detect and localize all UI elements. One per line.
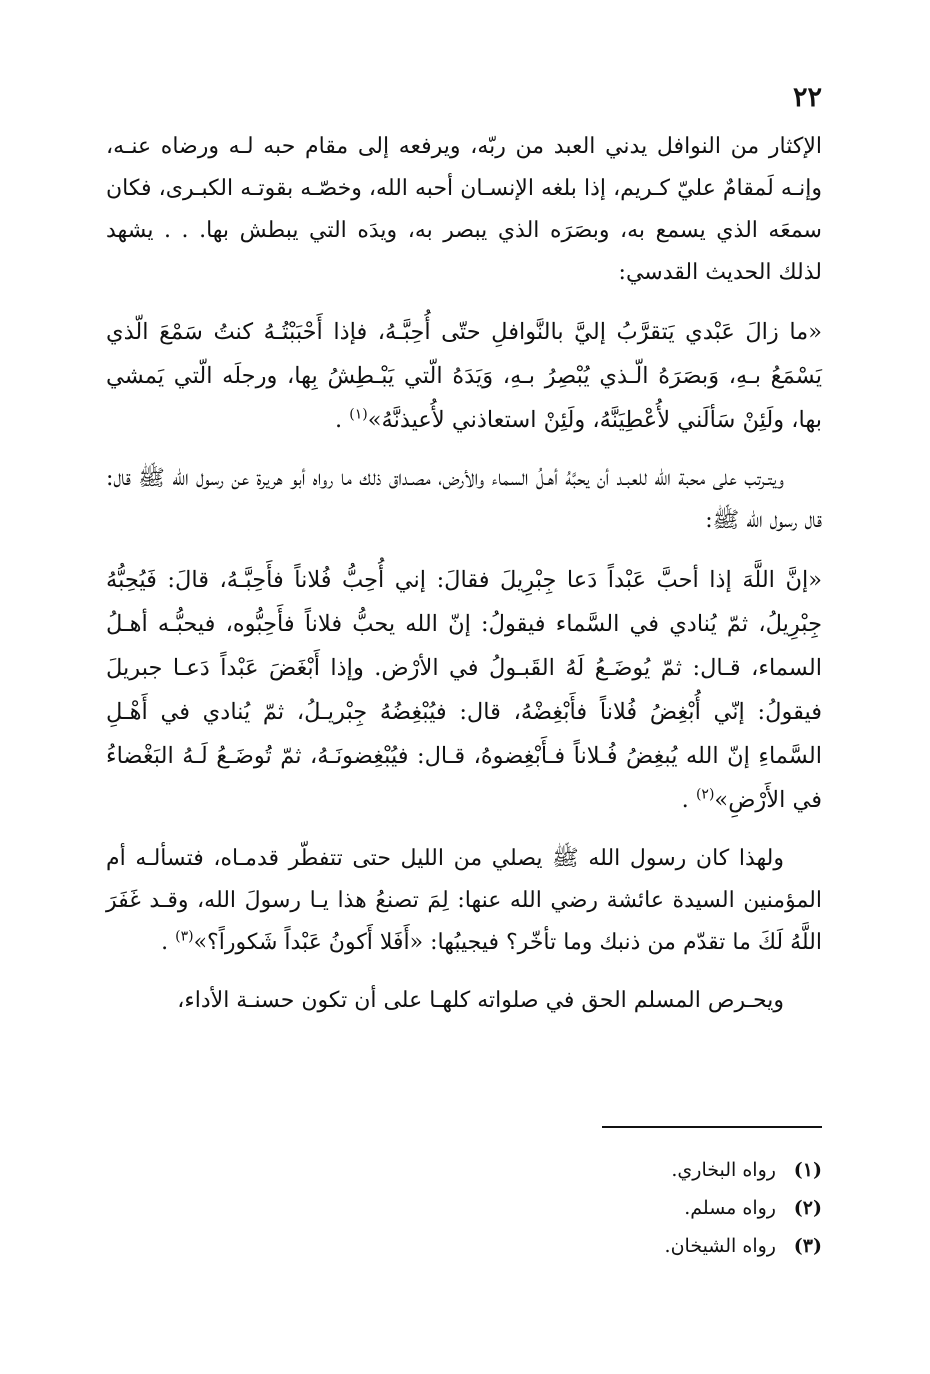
paragraph-text: ويتـرتب على محبة الله للعبـد أن يحبَّهُ أهـلُ السماء والأرض، مصـداق ذلك ما رواه أبو هريرة عن رسول الله ﷺ قال: قال رسول الله ﷺ: [106,466,822,533]
footnote-number: (١) [793,1159,822,1181]
footnote-ref-3[interactable]: (٣) [175,928,194,945]
body-text [106,126,822,1022]
paragraph-4 [106,980,822,1022]
footnote-ref-2[interactable]: (٢) [695,786,715,803]
page-number: ٢٢ [792,82,822,113]
footnote-text: رواه البخاري. [671,1159,776,1181]
paragraph-text: ويحـرص المسلم الحق في صلواته كلهـا على أن تكون حسنـة الأداء، [177,988,784,1013]
paragraph-tail: . [161,930,176,955]
quote-text: «إنَّ اللَّهَ إذا أحبَّ عَبْداً دَعا جِبْرِيلَ فقالَ: إني أُحِبُّ فُلاناً فأَحِبَّـهُ، قالَ: فَيُحِبُّهُ جِبْرِيلُ، ثمّ يُنادي في السَّماء فيقولُ: إنّ الله يحبُّ فلاناً فأَحِبُّوه، فيحبُّـه أهـلُ السماء، قـال: ثمّ يُوضَـعُ لَهُ القَبـولُ في الأرْض. وإذا أَبْغَضَ عَبْداً دَعـا جبريلَ فيقولُ: إنّي أُبْغِضُ فُلاناً فأَبْغِضْهُ، قال: فيُبْغِضُهُ جِبْريـلُ، ثمّ يُنادي في أَهْـلِ السَّماءِ إنّ الله يُبغِضُ فُـلاناً فـأَبْغِضوهُ، قـال: فيُبْغِضونَـهُ، ثمّ تُوضَـعُ لَـهُ البَغْضاءُ في الأَرْضِ» [106,567,822,813]
hadith-quote-1 [106,310,822,442]
footnote-item [106,1152,822,1188]
footnote-ref-1[interactable]: (١) [349,406,368,423]
footnote-number: (٢) [793,1197,822,1219]
footnotes-list [106,1152,822,1266]
footnote-item [106,1228,822,1264]
paragraph-text: الإكثار من النوافل يدني العبد من ربّه، ويرفعه إلى مقام حبه لـه ورضاه عنـه، وإنـه لَمقامٌ عليّ كـريم، إذا بلغه الإنسـان أحبه الله، وخصّـه بقوتـه الكبـرى، فكان سمعَه الذي يسمع به، وبصَرَه الذي يبصر به، ويدَه التي يبطش بها. . . يشهد لذلك الحديث القدسي: [106,134,822,285]
quote-tail: . [334,407,350,433]
paragraph-1 [106,126,822,294]
footnote-item [106,1190,822,1226]
paragraph-3 [106,838,822,964]
quote-text: «ما زالَ عَبْدي يَتقرَّبُ إليَّ بالنَّوافلِ حتّى أُحِبَّـهُ، فإذا أَحْبَبْتُـهُ كنتُ سَمْعَ الّذي يَسْمَعُ بـهِ، وَبصَرَهُ الّـذي يُبْصِرُ بـهِ، وَيَدَهُ الّتي يَبْـطِشُ بِها، ورجلَه الّتي يَمشي بها، ولَئِنْ سَألَني لأُعْطِيَنَّهُ، ولَئِنْ استعاذني لأُعيذنَّهُ» [106,319,822,433]
quote-tail: . [681,787,696,813]
footnote-number: (٣) [793,1235,822,1257]
hadith-quote-2 [106,558,822,822]
paragraph-2 [106,458,822,542]
paragraph-text: ولهذا كان رسول الله ﷺ يصلي من الليل حتى تتفطّر قدمـاه، فتسألـه أم المؤمنين السيدة عائشة رضي الله عنها: لِمَ تصنعُ هذا يـا رسولَ الله، وقـد غَفَرَ اللَّهُ لَكَ ما تقدّم من ذنبك وما تأخّر؟ فيجيبُها: «أَفَلا أَكونُ عَبْداً شَكوراً؟» [106,846,822,955]
footnote-text: رواه مسلم. [684,1197,776,1219]
footnote-text: رواه الشيخان. [664,1235,776,1257]
footnote-divider [602,1126,822,1128]
